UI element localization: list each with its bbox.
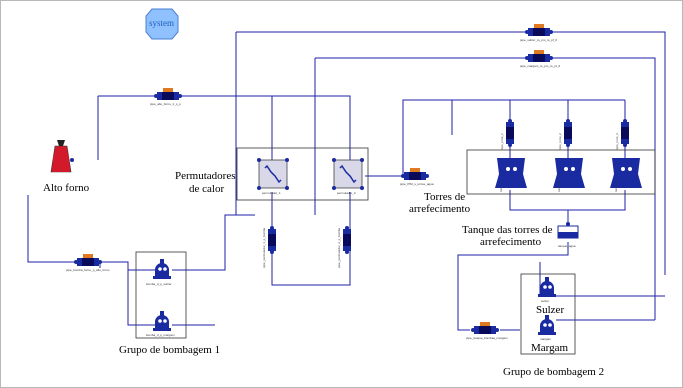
valve-bottom[interactable] [471, 322, 499, 334]
valve-hx1-return[interactable] [268, 226, 276, 254]
label-tanque-1: Tanque das torres de [462, 224, 553, 236]
small-v1: pipe_permutador_1_p_bomba [262, 227, 266, 268]
pipe-top-loop [236, 32, 665, 275]
label-margam: Margam [531, 342, 569, 354]
label-sulzer: Sulzer [536, 304, 565, 316]
valve-top-right-1[interactable] [525, 24, 553, 36]
pipe-pump-a-out [172, 215, 255, 270]
tank-icon[interactable] [558, 222, 578, 238]
small-vct3: pipe_torre_3 [615, 133, 619, 150]
small-pipe-mid: pipe_PIM_s_torres_agua [400, 182, 434, 186]
small-pipe-bottom: pipe_tanque_bombas_margam [466, 336, 508, 340]
valve-left[interactable] [74, 254, 102, 266]
small-ct-2: torre_2 [557, 182, 561, 192]
valve-tower-3[interactable] [621, 119, 629, 147]
pipe-tower-bottom [510, 190, 625, 210]
pump-icon-sulzer[interactable] [538, 277, 556, 297]
valve-tower-2[interactable] [564, 119, 572, 147]
small-pipe-top-right-2: pipe_margam_to_pm_to_pf_6 [520, 64, 561, 68]
label-tanque-2: arrefecimento [480, 236, 542, 248]
small-pump-b: bomba_d_p_margam [146, 333, 175, 337]
small-pump-a: bomba_d_p_sulzer [146, 282, 172, 286]
heat-exchanger-icon-1[interactable] [257, 158, 289, 190]
small-pump-sulzer: sulzer [541, 299, 550, 303]
small-pump-margam: margam [540, 337, 552, 341]
small-pipe-top-left: pipe_alto_forno_1_p_p [150, 102, 181, 106]
label-alto-forno: Alto forno [43, 182, 90, 194]
pipe-second-loop [315, 58, 655, 320]
small-vct1: pipe_torre_1 [500, 133, 504, 150]
label-torres-2: arrefecimento [409, 203, 471, 215]
small-hx-2: permutador_2 [337, 191, 356, 195]
valve-tower-1[interactable] [506, 119, 514, 147]
valve-hx2-return[interactable] [343, 226, 351, 254]
label-permutadores-1: Permutadores [175, 170, 236, 182]
small-vct2: pipe_torre_2 [558, 133, 562, 150]
pump-icon-margam[interactable] [538, 315, 556, 335]
blast-furnace-icon[interactable] [51, 140, 74, 172]
valve-top-right-2[interactable] [525, 50, 553, 62]
label-torres-1: Torres de [424, 191, 466, 203]
pump-icon-b[interactable] [153, 311, 171, 331]
label-grupo-1: Grupo de bombagem 1 [119, 344, 221, 356]
label-grupo-2: Grupo de bombagem 2 [503, 366, 605, 378]
label-permutadores-2: de calor [189, 183, 225, 195]
valve-top-left[interactable] [154, 88, 182, 100]
small-v2: pipe_permutador_2_p_bomba [337, 227, 341, 268]
pump-icon-a[interactable] [153, 259, 171, 279]
small-ct-3: torre_3 [614, 182, 618, 192]
pipe-to-towers [365, 100, 452, 176]
small-pipe-left: pipe_bomba_forno_p_alto_forno [66, 268, 110, 272]
heat-exchanger-icon-2[interactable] [332, 158, 364, 190]
small-hx-1: permutador_1 [262, 191, 281, 195]
valve-to-towers[interactable] [401, 168, 429, 180]
pipe-top-horizontal [98, 96, 350, 168]
small-pipe-top-right-1: pipe_sulzer_to_pm_to_pf_6 [520, 38, 558, 42]
small-ct-1: torre_1 [499, 182, 503, 192]
system-label: system [149, 18, 175, 28]
small-tank: tanque_agua [558, 244, 576, 248]
